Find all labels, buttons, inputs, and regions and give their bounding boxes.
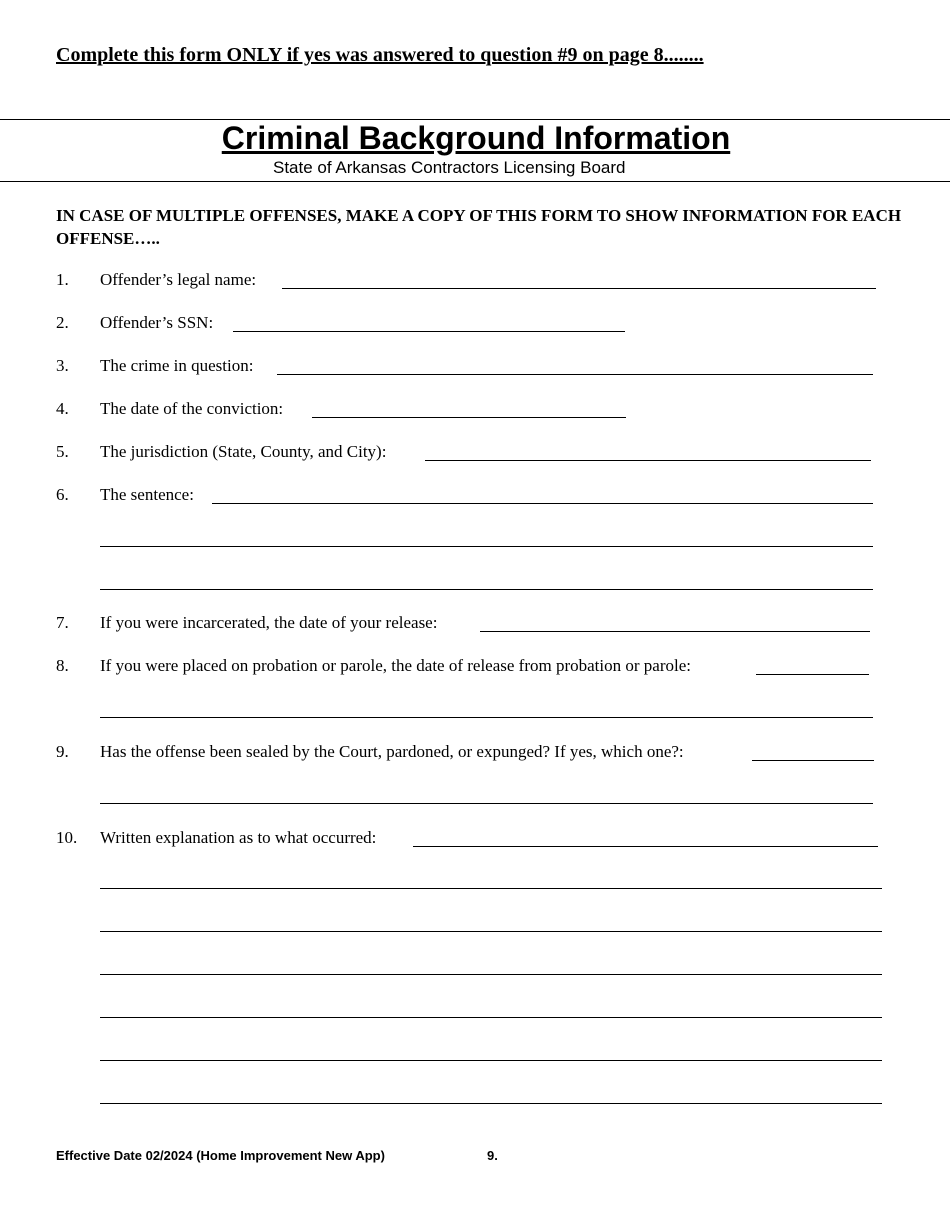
field-label: The sentence: <box>100 485 194 504</box>
explanation-continuation-line[interactable] <box>100 974 882 975</box>
explanation-continuation-line[interactable] <box>100 1017 882 1018</box>
sentence-continuation-line[interactable] <box>100 546 873 547</box>
field-number: 6. <box>56 485 69 504</box>
sentence-continuation-line[interactable] <box>100 589 873 590</box>
field-label: The crime in question: <box>100 356 254 375</box>
explanation-continuation-line[interactable] <box>100 1103 882 1104</box>
multiple-offenses-instruction: IN CASE OF MULTIPLE OFFENSES, MAKE A COPY OF THIS FORM TO SHOW INFORMATION FOR EACH OFFENSE….. <box>56 206 902 248</box>
field-number: 7. <box>56 613 69 632</box>
field-number: 8. <box>56 656 69 675</box>
crime-input-line[interactable] <box>277 374 873 375</box>
field-label: Has the offense been sealed by the Court, pardoned, or expunged? If yes, which one?: <box>100 742 684 761</box>
field-label: Offender’s legal name: <box>100 270 257 289</box>
field-number: 1. <box>56 270 69 289</box>
bottom-divider <box>0 181 950 182</box>
explanation-input-line[interactable] <box>413 846 878 847</box>
ssn-input-line[interactable] <box>233 331 625 332</box>
field-label: Written explanation as to what occurred: <box>100 828 377 847</box>
probation-continuation-line[interactable] <box>100 717 873 718</box>
release-date-input-line[interactable] <box>480 631 870 632</box>
sentence-input-line[interactable] <box>212 503 873 504</box>
page-subtitle: State of Arkansas Contractors Licensing Board <box>273 158 626 177</box>
form-condition-note: Complete this form ONLY if yes was answered to question #9 on page 8........ <box>56 44 704 66</box>
field-number: 5. <box>56 442 69 461</box>
field-number: 3. <box>56 356 69 375</box>
field-number: 10. <box>56 828 78 847</box>
field-label: If you were incarcerated, the date of your release: <box>100 613 438 632</box>
field-number: 9. <box>56 742 69 761</box>
field-label: If you were placed on probation or parole, the date of release from probation or parole: <box>100 656 691 675</box>
field-number: 4. <box>56 399 69 418</box>
field-label: Offender’s SSN: <box>100 313 214 332</box>
field-number: 2. <box>56 313 69 332</box>
explanation-continuation-line[interactable] <box>100 931 882 932</box>
footer-effective-date: Effective Date 02/2024 (Home Improvement New App) <box>56 1148 385 1163</box>
field-label: The jurisdiction (State, County, and City): <box>100 442 387 461</box>
probation-release-input-line[interactable] <box>756 674 869 675</box>
legal-name-input-line[interactable] <box>282 288 876 289</box>
field-label: The date of the conviction: <box>100 399 284 418</box>
conviction-date-input-line[interactable] <box>312 417 626 418</box>
jurisdiction-input-line[interactable] <box>425 460 871 461</box>
page-number: 9. <box>487 1148 498 1163</box>
sealed-pardoned-input-line[interactable] <box>752 760 874 761</box>
page-title: Criminal Background Information <box>221 120 731 156</box>
explanation-continuation-line[interactable] <box>100 1060 882 1061</box>
sealed-continuation-line[interactable] <box>100 803 873 804</box>
explanation-continuation-line[interactable] <box>100 888 882 889</box>
